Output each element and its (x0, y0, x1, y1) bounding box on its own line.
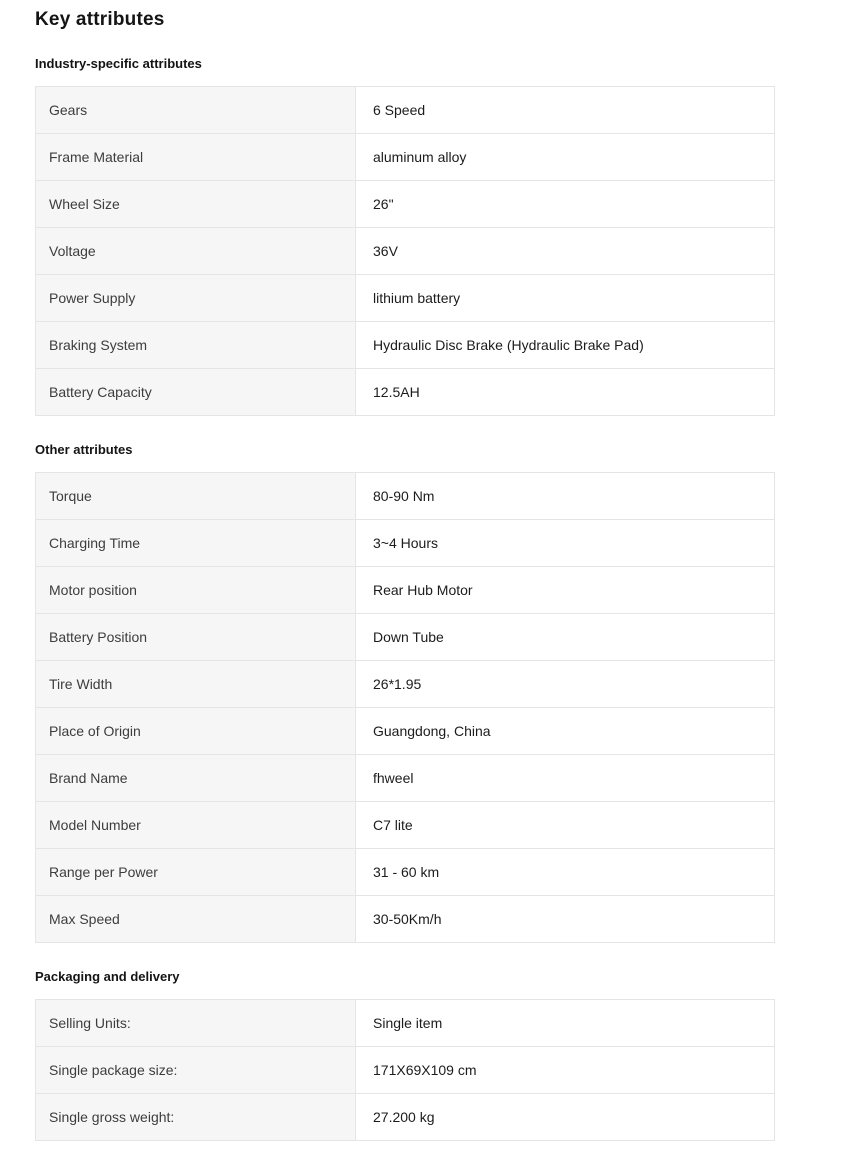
other-attributes-table (35, 472, 775, 943)
attr-value-cell: 27.200 kg (356, 1094, 775, 1141)
table-row (36, 1000, 775, 1047)
industry-attributes-table (35, 86, 775, 416)
attr-label-cell: Brand Name (36, 755, 356, 802)
attr-value-cell: 31 - 60 km (356, 849, 775, 896)
attr-label-cell: Frame Material (36, 134, 356, 181)
table-row (36, 369, 775, 416)
section-other-attributes (35, 442, 810, 943)
table-row (36, 661, 775, 708)
table-row (36, 228, 775, 275)
table-row (36, 614, 775, 661)
table-row (36, 755, 775, 802)
attr-value-cell: Single item (356, 1000, 775, 1047)
attr-label-cell: Max Speed (36, 896, 356, 943)
attr-label-cell: Place of Origin (36, 708, 356, 755)
attr-value-cell: 3~4 Hours (356, 520, 775, 567)
table-row (36, 896, 775, 943)
attr-value-cell: aluminum alloy (356, 134, 775, 181)
table-row (36, 473, 775, 520)
attr-label-cell: Selling Units: (36, 1000, 356, 1047)
table-row (36, 134, 775, 181)
attr-value-cell: 26" (356, 181, 775, 228)
attr-value-cell: 80-90 Nm (356, 473, 775, 520)
table-row (36, 87, 775, 134)
section-heading: Other attributes (35, 442, 133, 457)
attr-label-cell: Power Supply (36, 275, 356, 322)
attr-value-cell: 26*1.95 (356, 661, 775, 708)
section-packaging-and-delivery (35, 969, 810, 1141)
attr-value-cell: lithium battery (356, 275, 775, 322)
attr-label-cell: Gears (36, 87, 356, 134)
page-title: Key attributes (35, 9, 165, 30)
packaging-delivery-table (35, 999, 775, 1141)
attr-label-cell: Charging Time (36, 520, 356, 567)
attr-label-cell: Voltage (36, 228, 356, 275)
attr-label-cell: Tire Width (36, 661, 356, 708)
table-row (36, 708, 775, 755)
table-row (36, 322, 775, 369)
attr-label-cell: Torque (36, 473, 356, 520)
attr-value-cell: Rear Hub Motor (356, 567, 775, 614)
attr-value-cell: 12.5AH (356, 369, 775, 416)
attr-label-cell: Battery Capacity (36, 369, 356, 416)
table-row (36, 567, 775, 614)
attr-value-cell: Guangdong, China (356, 708, 775, 755)
attr-value-cell: Down Tube (356, 614, 775, 661)
attr-value-cell: C7 lite (356, 802, 775, 849)
attr-label-cell: Single gross weight: (36, 1094, 356, 1141)
attr-value-cell: 171X69X109 cm (356, 1047, 775, 1094)
attr-label-cell: Model Number (36, 802, 356, 849)
table-row (36, 275, 775, 322)
attr-label-cell: Braking System (36, 322, 356, 369)
table-row (36, 1047, 775, 1094)
table-row (36, 181, 775, 228)
attr-value-cell: 36V (356, 228, 775, 275)
attr-value-cell: 6 Speed (356, 87, 775, 134)
attr-label-cell: Wheel Size (36, 181, 356, 228)
attr-value-cell: 30-50Km/h (356, 896, 775, 943)
attr-label-cell: Range per Power (36, 849, 356, 896)
attr-label-cell: Motor position (36, 567, 356, 614)
attr-label-cell: Battery Position (36, 614, 356, 661)
table-row (36, 1094, 775, 1141)
table-row (36, 802, 775, 849)
section-heading: Packaging and delivery (35, 969, 180, 984)
section-industry-specific-attributes (35, 56, 810, 416)
table-row (36, 520, 775, 567)
table-row (36, 849, 775, 896)
attr-value-cell: Hydraulic Disc Brake (Hydraulic Brake Pad) (356, 322, 775, 369)
attr-label-cell: Single package size: (36, 1047, 356, 1094)
attr-value-cell: fhweel (356, 755, 775, 802)
section-heading: Industry-specific attributes (35, 56, 202, 71)
